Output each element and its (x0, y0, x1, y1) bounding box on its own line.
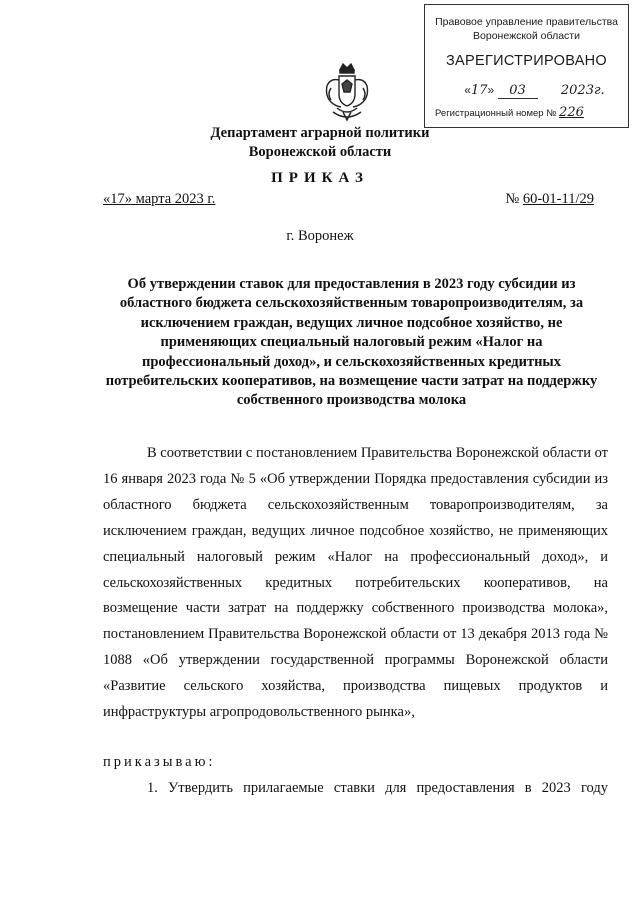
order-title: Об утверждении ставок для предоставления в 2023 году субсидии из областного бюджета сельскохозяйственным товаропроизводителям, за исключением граждан, ведущих личное подсобное хозяйство, не применяющих специальный налоговый режим «Налог на профессиональный доход», и сельскохозяйственных кредитных потребительских кооперативов, на возмещение части затрат на поддержку собственного производства молока (105, 276, 598, 409)
order-number: № 60-01-11/29 (505, 191, 594, 207)
stamp-organization: Правовое управление правительства Воронежской области (435, 16, 618, 42)
stamp-number-value: 226 (559, 105, 584, 120)
order-item-1: 1. Утвердить прилагаемые ставки для предоставления в 2023 году (147, 780, 608, 796)
stamp-date: «17» 03 2023г. (464, 83, 605, 98)
department-name: Департамент аграрной политики Воронежской области (210, 125, 430, 160)
order-word: приказываю: (103, 754, 216, 770)
city: г. Воронеж (286, 228, 354, 244)
stamp-date-day: 17 (470, 83, 488, 98)
stamp-number: Регистрационный номер № 226 (435, 105, 584, 120)
stamp-date-month: 03 (498, 83, 538, 99)
stamp-registered-label: ЗАРЕГИСТРИРОВАНО (445, 53, 608, 69)
order-date: «17» марта 2023 г. (103, 191, 216, 207)
preamble-paragraph: В соответствии с постановлением Правительства Воронежской области от 16 января 2023 года № 5 «Об утверждении Порядка предоставления субсидии из областного бюджета сельскохозяйственным товаропроизводителям, за исключением граждан, ведущих личное подсобное хозяйство, не применяющих специальный налоговый режим «Налог на профессиональный доход», и сельскохозяйственных кредитных потребительских кооперативов, на возмещение части затрат на поддержку собственного производства молока», постановлением Правительства Воронежской области от 13 декабря 2013 года № 1088 «Об утверждении государственной программы Воронежской области «Развитие сельского хозяйства, производства пищевых продуктов и инфраструктуры агропродовольственного рынка», (103, 445, 608, 721)
document-type: ПРИКАЗ (271, 170, 369, 186)
coat-of-arms-icon (323, 62, 371, 124)
registration-stamp (424, 4, 629, 128)
stamp-date-year: 2023г. (560, 83, 605, 98)
